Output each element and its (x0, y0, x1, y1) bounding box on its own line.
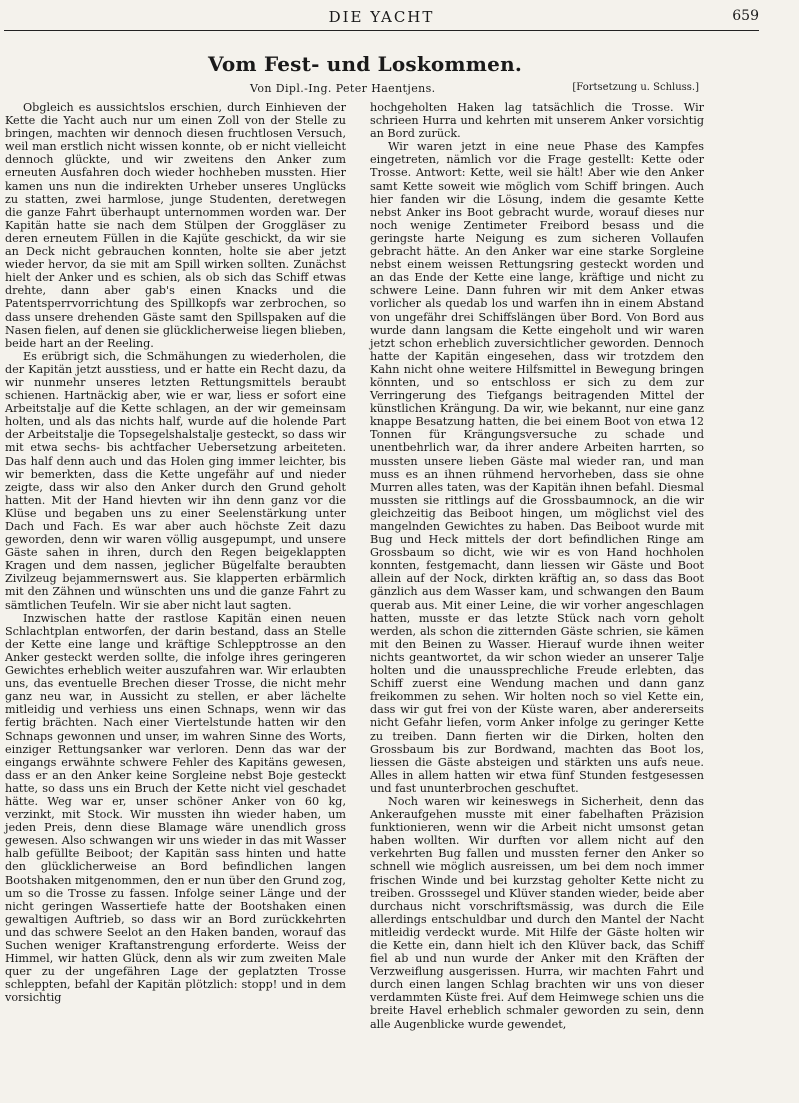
paragraph: Inzwischen hatte der rastlose Kapitän einen neuen Schlachtplan entworfen, der darin bestand, dass an Stelle der Kette eine lange und kräftige Schlepptrosse an den Anker gesteckt werden sollte, die infolge ihres geringeren Gewichtes erheblich weiter auszufahren war. Wir erlaubten uns, das eventuelle Brechen dieser Trosse, die nicht mehr ganz neu war, in Aussicht zu stellen, er aber lächelte mitleidig und verhiess uns einen Schnaps, wenn wir das fertig brächten. Nach einer Viertelstunde hatten wir den Schnaps gewonnen und unser, im wahren Sinne des Worts, einziger Rettungsanker war verloren. Denn das war der eingangs erwähnte schwere Fehler des Kapitäns gewesen, dass er an den Anker keine Sorgleine nebst Boje gesteckt hatte, so dass uns ein Bruch der Kette nicht viel geschadet hätte. Weg war er, unser schöner Anker von 60 kg, verzinkt, mit Stock. Wir mussten ihn wieder haben, um jeden Preis, denn diese Blamage wäre unendlich gross gewesen. Also schwangen wir uns wieder in das mit Wasser halb gefüllte Beiboot; der Kapitän sass hinten und hatte den glücklicherweise an Bord befindlichen langen Bootshaken mitgenommen, den er nun über den Grund zog, um so die Trosse zu fassen. Infolge seiner Länge und der nicht geringen Wassertiefe hatte der Bootshaken einen gewaltigen Auftrieb, so dass wir an Bord zurückkehrten und das schwere Seelot an den Haken banden, worauf das Suchen weniger Kraftanstrengung erforderte. Weiss der Himmel, wir hatten Glück, denn als wir zum zweiten Male quer zu der ungefähren Lage der geplatzten Trosse schleppten, befahl der Kapitän plötzlich: stopp! und in dem vorsichtig (5, 611, 346, 1005)
journal-title: DIE YACHT (328, 8, 435, 26)
left-column (5, 101, 346, 1004)
article-byline: Von Dipl.-Ing. Peter Haentjens. (250, 82, 436, 95)
paragraph: hochgeholten Haken lag tatsächlich die Trosse. Wir schrieen Hurra und kehrten mit unserem Anker vorsichtig an Bord zurück. (370, 101, 704, 141)
page-number: 659 (732, 8, 759, 24)
right-column (370, 101, 704, 1031)
paragraph: Obgleich es aussichtslos erschien, durch Einhieven der Kette die Yacht auch nur um einen Zoll von der Stelle zu bringen, machten wir dennoch diesen fruchtlosen Versuch, weil man erstlich nicht wissen konnte, ob er nicht vielleicht dennoch glückte, und wir zweitens den Anker zum erneuten Ausfahren doch wieder hochheben mussten. Hier kamen uns nun die indirekten Urheber unseres Unglücks zu statten, zwei harmlose, junge Studenten, deretwegen die ganze Fahrt überhaupt unternommen worden war. Der Kapitän hatte sie nach dem Stülpen der Groggläser zu deren erneutem Füllen in die Kajüte geschickt, da wir sie an Deck nicht gebrauchen konnten, holte sie aber jetzt wieder hervor, da sie mit am Spill wirken sollten. Zunächst hielt der Anker und es schien, als ob sich das Schiff etwas drehte, dann aber gab's einen Knacks und die Patentsperrvorrichtung des Spillkopfs war zerbrochen, so dass unsere drehenden Gäste samt den Spillspaken auf die Nasen fielen, auf denen sie glücklicherweise liegen blieben, beide hart an der Reeling. (5, 101, 346, 350)
continuation-note: [Fortsetzung u. Schluss.] (572, 82, 699, 93)
article-title: Vom Fest- und Loskommen. (208, 52, 522, 76)
paragraph: Es erübrigt sich, die Schmähungen zu wiederholen, die der Kapitän jetzt ausstiess, und er hatte ein Recht dazu, da wir nunmehr unseres letzten Rettungsmittels beraubt schienen. Hartnäckig aber, wie er war, liess er sofort eine Arbeitstalje auf die Kette schlagen, an der wir gemeinsam holten, und als das nichts half, wurde auf die holende Part der Arbeitstalje die Topsegelshalstalje gesteckt, so dass wir mit etwa sechs- bis achtfacher Uebersetzung arbeiteten. Das half denn auch und das Holen ging immer leichter, bis wir bemerkten, dass die Kette ungefähr auf und nieder zeigte, dass wir also den Anker durch den Grund geholt hatten. Mit der Hand hievten wir ihn denn ganz vor die Klüse und begaben uns zu einer Seelenstärkung unter Dach und Fach. Es war aber auch höchste Zeit dazu geworden, denn wir waren völlig ausgepumpt, und unsere Gäste sahen in ihren, durch den Regen beigeklappten Kragen und dem nassen, jeglicher Bügelfalte beraubten Zivilzeug bejammernswert aus. Sie klapperten erbärmlich mit den Zähnen und wünschten uns und die ganze Fahrt zu sämtlichen Teufeln. Wir sie aber nicht laut sagten. (5, 349, 346, 612)
paragraph: Noch waren wir keineswegs in Sicherheit, denn das Ankeraufgehen musste mit einer fabelhaften Präzision funktionieren, wenn wir die Arbeit nicht umsonst getan haben wollten. Wir durften vor allem nicht auf den verkehrten Bug fallen und mussten ferner den Anker so schnell wie möglich ausreissen, um bei dem noch immer frischen Winde und bei kurzstag geholter Kette nicht zu treiben. Grosssegel und Klüver standen wieder, beide aber durchaus nicht vorschriftsmässig, was durch die Eile allerdings entschuldbar und durch den Mantel der Nacht mitleidig verdeckt wurde. Mit Hilfe der Gäste holten wir die Kette ein, dann hielt ich den Klüver back, das Schiff fiel ab und nun wurde der Anker mit den Kräften der Verzweiflung ausgerissen. Hurra, wir machten Fahrt und durch einen langen Schlag brachten wir uns von dieser verdammten Küste frei. Auf dem Heimwege schien uns die breite Havel erheblich schmaler geworden zu sein, denn alle Augenblicke wurde gewendet, (370, 794, 705, 1031)
paragraph: Wir waren jetzt in eine neue Phase des Kampfes eingetreten, nämlich vor die Frage gestellt: Kette oder Trosse. Antwort: Kette, weil sie hält! Aber wie den Anker samt Kette soweit wie möglich vom Schiff bringen. Auch hier fanden wir die Lösung, indem die gesamte Kette nebst Anker ins Boot gebracht wurde, worauf dieses nur noch wenige Zentimeter Freibord besass und die geringste harte Neigung es zum sicheren Vollaufen gebracht hätte. An den Anker war eine starke Sorgleine nebst einem weissen Rettungsring gesteckt worden und an das Ende der Kette eine lange, kräftige und nicht zu schwere Leine. Dann fuhren wir mit dem Anker etwas vorlicher als quedab los und warfen ihn in einem Abstand von ungefähr drei Schiffslängen über Bord. Von Bord aus wurde dann langsam die Kette eingeholt und wir waren jetzt schon erheblich zuversichtlicher geworden. Dennoch hatte der Kapitän eingesehen, dass wir trotzdem den Kahn nicht ohne weitere Hilfsmittel in Bewegung bringen könnten, und so entschloss er sich zu dem zur Verringerung des Tiefgangs beitragenden Mittel der künstlichen Krängung. Da wir, wie bekannt, nur eine ganz knappe Besatzung hatten, die bei einem Boot von etwa 12 Tonnen für Krängungsversuche zu schade und unentbehrlich war, da ihrer andere Arbeiten harrten, so mussten unsere lieben Gäste mal wieder ran, und man muss es an ihnen rühmend hervorheben, dass sie ohne Murren alles taten, was der Kapitän ihnen befahl. Diesmal mussten sie rittlings auf die Grossbaumnock, an die wir gleichzeitig das Beiboot hingen, um möglichst viel des mangelnden Gewichtes zu haben. Das Beiboot wurde mit Bug und Heck mittels der dort befindlichen Ringe am Grossbaum so dicht, wie wir es von Hand hochholen konnten, festgemacht, dann liessen wir Gäste und Boot allein auf der Nock, dirkten kräftig an, so dass das Boot gänzlich aus dem Wasser kam, und schwangen den Baum querab aus. Mit einer Leine, die wir vorher angeschlagen hatten, musste er das letzte Stück nach vorn geholt werden, als schon die zitternden Gäste schrien, sie kämen mit den Beinen zu Wasser. Hierauf wurde ihnen weiter nichts geantwortet, da wir schon wieder an unserer Talje holten und die unaussprechliche Freude erlebten, das Schiff zuerst eine Wendung machen und dann ganz freikommen zu sehen. Wir holten noch so viel Kette ein, dass wir gut frei von der Küste waren, aber andererseits nicht Gefahr liefen, vorm Anker infolge zu geringer Kette zu treiben. Dann fierten wir die Dirken, holten den Grossbaum bis zur Bordwand, machten das Boot los, liessen die Gäste absteigen und stärkten uns aufs neue. Alles in allem hatten wir etwa fünf Stunden festgesessen und fast ununterbrochen geschuftet. (370, 140, 704, 795)
running-header (4, 8, 759, 31)
